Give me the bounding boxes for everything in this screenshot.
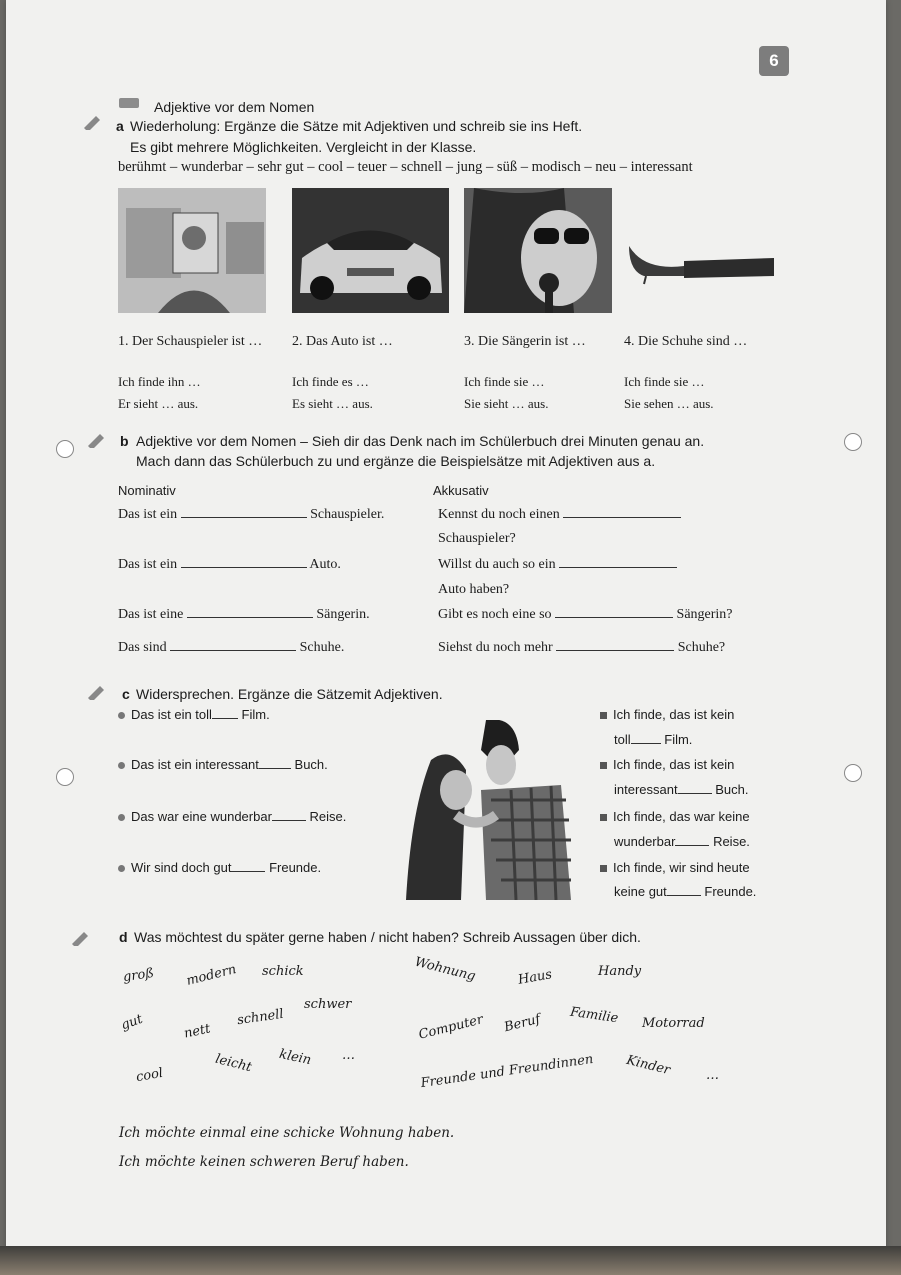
pencil-icon <box>70 930 90 951</box>
table-row <box>118 507 384 523</box>
item-text: Ich finde, das ist kein <box>613 757 735 772</box>
bullet-icon <box>118 712 125 719</box>
section-title: Adjektive vor dem Nomen <box>154 99 315 115</box>
caption-1-line2: Er sieht … aus. <box>118 396 199 411</box>
word-handy: Handy <box>598 964 642 979</box>
nom-text: Das ist ein <box>118 557 178 572</box>
exercise-a-label: a <box>116 118 124 134</box>
word-familie: Familie <box>569 1004 620 1027</box>
item-text: interessant <box>614 782 678 797</box>
word-motorrad: Motorrad <box>642 1016 705 1031</box>
word-gut: gut <box>119 1011 145 1034</box>
item-noun: Freunde. <box>704 884 757 899</box>
shoes-photo <box>624 236 779 286</box>
singer-photo <box>464 188 612 313</box>
word-leicht: leicht <box>213 1051 254 1076</box>
word-schwer: schwer <box>304 997 352 1012</box>
word-haus: Haus <box>516 967 554 988</box>
couple-photo <box>401 720 579 900</box>
answer-blank[interactable] <box>181 566 307 568</box>
bullet-icon <box>600 814 607 821</box>
item-text: Das ist ein toll <box>131 707 212 722</box>
answer-blank[interactable] <box>170 649 296 651</box>
caption-1-line1: Ich finde ihn … <box>118 374 201 389</box>
word-klein: klein <box>277 1046 313 1069</box>
exercise-d-instruction: Was möchtest du später gerne haben / nicht haben? Schreib Aussagen über dich. <box>134 929 641 945</box>
adjective-word-list: berühmt – wunderbar – sehr gut – cool – teuer – schnell – jung – süß – modisch – neu – interessant <box>118 159 693 175</box>
bullet-icon <box>600 762 607 769</box>
akk-noun: Sängerin? <box>676 607 733 622</box>
example-sentence-1: Ich möchte einmal eine schicke Wohnung haben. <box>119 1125 455 1141</box>
item-text: Das ist ein interessant <box>131 757 259 772</box>
answer-blank[interactable] <box>187 616 313 618</box>
item-noun: Buch. <box>715 782 749 797</box>
caption-3-heading: 3. Die Sängerin ist … <box>464 334 586 349</box>
answer-blank[interactable] <box>667 894 701 896</box>
exercise-b-instruction-1: Adjektive vor dem Nomen – Sieh dir das Denk nach im Schülerbuch drei Minuten genau an. <box>136 433 705 449</box>
answer-blank[interactable] <box>231 870 265 872</box>
akk-noun: Schauspieler? <box>438 531 516 546</box>
actor-photo <box>118 188 266 313</box>
list-item <box>614 834 750 849</box>
nom-noun: Schuhe. <box>299 640 345 655</box>
nom-text: Das ist eine <box>118 607 184 622</box>
punch-hole <box>844 433 862 451</box>
akk-noun: Schuhe? <box>677 640 726 655</box>
word-kinder: Kinder <box>624 1052 672 1079</box>
answer-blank[interactable] <box>555 616 673 618</box>
answer-blank[interactable] <box>678 792 712 794</box>
exercise-d-label: d <box>119 929 128 945</box>
item-noun: Film. <box>664 732 693 747</box>
punch-hole <box>56 768 74 786</box>
word-schick: schick <box>262 964 304 979</box>
item-noun: Freunde. <box>269 860 322 875</box>
page-number: 6 <box>759 46 789 76</box>
caption-1-heading: 1. Der Schauspieler ist … <box>118 334 263 349</box>
exercise-c-label: c <box>122 686 130 702</box>
table-row <box>438 607 733 623</box>
item-noun: Reise. <box>713 834 750 849</box>
item-noun: Buch. <box>294 757 328 772</box>
list-item <box>600 860 750 875</box>
item-text: Ich finde, das ist kein <box>613 707 735 722</box>
car-photo <box>292 188 449 313</box>
exercise-b-instruction-2: Mach dann das Schülerbuch zu und ergänze die Beispielsätze mit Adjektiven aus a. <box>136 453 656 469</box>
item-noun: Film. <box>241 707 270 722</box>
caption-3-line1: Ich finde sie … <box>464 374 545 389</box>
word-dots-2: … <box>706 1068 719 1083</box>
answer-blank[interactable] <box>675 844 709 846</box>
answer-blank[interactable] <box>556 649 674 651</box>
word-schnell: schnell <box>236 1006 285 1029</box>
list-item <box>614 782 748 797</box>
table-row <box>118 557 341 573</box>
answer-blank[interactable] <box>559 566 677 568</box>
akk-noun: Auto haben? <box>438 582 510 597</box>
answer-blank[interactable] <box>181 516 307 518</box>
pencil-icon <box>86 432 106 453</box>
caption-2-line2: Es sieht … aus. <box>292 396 373 411</box>
caption-3-line2: Sie sieht … aus. <box>464 396 549 411</box>
akk-text: Siehst du noch mehr <box>438 640 553 655</box>
list-item <box>118 860 321 875</box>
punch-hole <box>844 764 862 782</box>
table-row <box>438 557 677 573</box>
nom-noun: Schauspieler. <box>310 507 385 522</box>
nom-text: Das ist ein <box>118 507 178 522</box>
exercise-a-instruction-1: Wiederholung: Ergänze die Sätze mit Adjektiven und schreib sie ins Heft. <box>130 118 583 134</box>
item-text: toll <box>614 732 631 747</box>
word-freunde: Freunde und Freundinnen <box>419 1051 595 1092</box>
table-row <box>438 507 681 523</box>
pencil-icon <box>82 114 102 135</box>
answer-blank[interactable] <box>631 742 661 744</box>
list-item <box>614 884 756 899</box>
caption-4-line1: Ich finde sie … <box>624 374 705 389</box>
exercise-b-label: b <box>120 433 129 449</box>
list-item <box>600 707 734 722</box>
bullet-icon <box>118 865 125 872</box>
nom-noun: Auto. <box>309 557 341 572</box>
list-item <box>614 732 692 747</box>
table-row <box>118 640 344 656</box>
table-row <box>438 640 725 656</box>
item-text: Ich finde, das war keine <box>613 809 750 824</box>
nom-text: Das sind <box>118 640 167 655</box>
example-sentence-2: Ich möchte keinen schweren Beruf haben. <box>119 1154 409 1170</box>
nominativ-heading: Nominativ <box>118 483 176 498</box>
list-item <box>118 707 270 722</box>
akk-text: Willst du auch so ein <box>438 557 556 572</box>
word-modern: modern <box>184 962 238 989</box>
word-nett: nett <box>182 1021 212 1042</box>
worksheet-page <box>6 0 886 1250</box>
word-wohnung: Wohnung <box>413 954 478 985</box>
item-text: Ich finde, wir sind heute <box>613 860 750 875</box>
item-noun: Reise. <box>309 809 347 824</box>
word-dots-1: … <box>342 1048 355 1063</box>
bullet-icon <box>118 762 125 769</box>
punch-hole <box>56 440 74 458</box>
item-text: keine gut <box>614 884 667 899</box>
answer-blank[interactable] <box>259 767 291 769</box>
word-gross: groß <box>122 965 155 986</box>
exercise-c-instruction: Widersprechen. Ergänze die Sätzemit Adjektiven. <box>136 686 443 702</box>
caption-4-heading: 4. Die Schuhe sind … <box>624 334 748 349</box>
answer-blank[interactable] <box>563 516 681 518</box>
akk-text: Kennst du noch einen <box>438 507 560 522</box>
answer-blank[interactable] <box>272 819 306 821</box>
nom-noun: Sängerin. <box>316 607 370 622</box>
background-surface <box>0 1246 901 1275</box>
list-item <box>118 809 346 824</box>
bullet-icon <box>600 865 607 872</box>
akkusativ-heading: Akkusativ <box>433 483 489 498</box>
item-text: Wir sind doch gut <box>131 860 232 875</box>
akk-text: Gibt es noch eine so <box>438 607 552 622</box>
table-row <box>118 607 370 623</box>
word-computer: Computer <box>417 1012 485 1043</box>
item-text: Das war eine wunderbar <box>131 809 272 824</box>
section-icon <box>118 96 140 115</box>
answer-blank[interactable] <box>212 717 238 719</box>
caption-4-line2: Sie sehen … aus. <box>624 396 714 411</box>
word-beruf: Beruf <box>502 1011 542 1036</box>
caption-2-line1: Ich finde es … <box>292 374 369 389</box>
item-text: wunderbar <box>614 834 676 849</box>
bullet-icon <box>600 712 607 719</box>
list-item <box>118 757 328 772</box>
exercise-a-instruction-2: Es gibt mehrere Möglichkeiten. Vergleicht in der Klasse. <box>130 139 477 155</box>
pencil-icon <box>86 684 106 705</box>
list-item <box>600 757 734 772</box>
caption-2-heading: 2. Das Auto ist … <box>292 334 393 349</box>
list-item <box>600 809 750 824</box>
bullet-icon <box>118 814 125 821</box>
word-cool: cool <box>134 1065 165 1086</box>
